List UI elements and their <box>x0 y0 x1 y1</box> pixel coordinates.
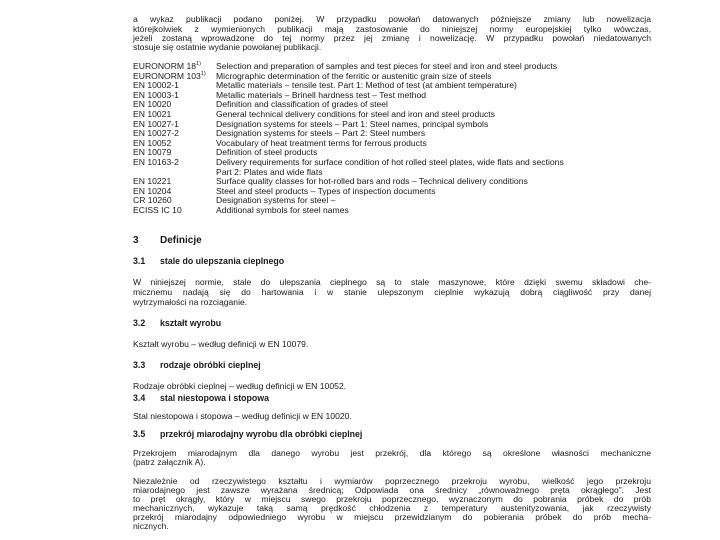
subsection-number: 3.5 <box>133 429 146 439</box>
footnote-marker: 1) <box>196 61 201 67</box>
reference-title: Metallic materials – Brinell hardness test – Test method <box>216 89 427 100</box>
paragraph-line: (patrz załącznik A). <box>133 457 206 467</box>
reference-code <box>133 147 171 157</box>
reference-code <box>133 61 201 71</box>
paragraph-line: wytrzymałości na rozciąganie. <box>133 297 248 307</box>
reference-title: Designation systems for steels – Part 2: Steel numbers <box>216 128 426 139</box>
reference-code-text: EN 10027-1 <box>133 118 179 129</box>
reference-code <box>133 176 171 186</box>
reference-code <box>133 71 206 81</box>
subsection-number: 3.2 <box>133 318 146 328</box>
reference-code <box>133 205 182 215</box>
reference-code <box>133 128 179 138</box>
reference-code-text: ECISS IC 10 <box>133 205 182 215</box>
reference-code-text: EN 10163-2 <box>133 157 179 167</box>
reference-code <box>133 138 171 148</box>
paragraph-line: Kształt wyrobu – według definicji w EN 10079. <box>133 339 309 349</box>
intro-line: stosuje się ostatnie wydanie powołanej publikacji. <box>133 42 322 52</box>
paragraph-line: Przekrojem miarodajnym dla danego wyrobu jest przekrój, dla którego są określone własności mechaniczne <box>133 448 651 458</box>
reference-title: Additional symbols for steel names <box>216 205 349 215</box>
intro-line: a wykaz publikacji podano poniżej. W przypadku powołań datowanych późniejsze zmiany lub nowelizacja <box>133 14 651 24</box>
reference-title: Delivery requirements for surface condition of hot rolled steel plates, wide flats and sections <box>216 157 564 167</box>
reference-title: Designation systems for steels – Part 1: Steel names, principal symbols <box>216 118 489 129</box>
reference-code <box>133 80 179 90</box>
reference-code-text: EN 10020 <box>133 99 172 110</box>
paragraph-line: micznemu nadają się do hartowania i w stanie ulepszonym cieplnie wykazują dobrą ciągliwość przy danej <box>133 287 651 297</box>
reference-title: Designation systems for steel – <box>216 195 336 206</box>
reference-code-text: EN 10204 <box>133 185 172 196</box>
reference-title-continued: Part 2: Plates and wide flats <box>216 166 323 177</box>
reference-code-text: CR 10260 <box>133 195 172 206</box>
reference-code-text: EN 10027-2 <box>133 128 179 139</box>
reference-title: Selection and preparation of samples and test pieces for steel and iron and steel products <box>216 61 558 71</box>
paragraph-line: Stal niestopowa i stopowa – według definicji w EN 10020. <box>133 411 352 421</box>
footnote-marker: 1) <box>200 70 206 77</box>
reference-code-text: EN 10079 <box>133 147 172 158</box>
reference-title: Micrographic determination of the ferritic or austenitic grain size of steels <box>216 70 492 81</box>
paragraph-line: to pręt okrągły, który w miejscu swego przekroju poprzecznego, wyznaczonym do pobrania próbek do prób <box>133 494 651 504</box>
reference-code <box>133 99 171 109</box>
reference-code-text: EN 10002-1 <box>133 80 179 91</box>
paragraph-line: Rodzaje obróbki cieplnej – według definicji w EN 10052. <box>133 381 347 391</box>
reference-title: Steel and steel products – Types of inspection documents <box>216 185 436 196</box>
reference-code-text: EURONORM 103 <box>133 70 201 81</box>
reference-title: General technical delivery conditions for steel and iron and steel products <box>216 109 495 119</box>
section-number: 3 <box>133 235 139 246</box>
section-title: Definicje <box>160 235 202 246</box>
subsection-title: stal niestopowa i stopowa <box>160 393 269 403</box>
reference-code-text: EN 10003-1 <box>133 89 179 100</box>
reference-code <box>133 186 171 196</box>
paragraph-line: nicznych. <box>133 521 169 531</box>
intro-line: jeżeli zostaną wprowadzone do tej normy przez jej zmianę i nowelizację. W przypadku powołań niedatowanych <box>133 33 651 43</box>
paragraph-line: W niniejszej normie, stale do ulepszania cieplnego są to stale maszynowe, które dzięki swemu składowi che- <box>133 277 651 287</box>
reference-code-text: EN 10021 <box>133 109 172 119</box>
paragraph-line: przekrój miarodajny odpowiedniego wyrobu w miejscu przewidzianym do pobierania próbek do prób mecha- <box>133 512 651 522</box>
subsection-title: stale do ulepszania cieplnego <box>160 256 285 266</box>
reference-code <box>133 109 171 119</box>
reference-code-text: EN 10052 <box>133 137 172 148</box>
reference-code-text: EURONORM 18 <box>133 61 197 71</box>
subsection-number: 3.1 <box>133 256 146 266</box>
subsection-title: przekrój miarodajny wyrobu dla obróbki cieplnej <box>160 429 363 439</box>
paragraph-line: Niezależnie od rzeczywistego kształtu i wymiarów poprzecznego przekroju wyrobu, wielkość jego przekroju <box>133 476 651 486</box>
subsection-title: kształt wyrobu <box>160 318 222 328</box>
intro-line: którejkolwiek z wymienionych publikacji mają zastosowanie do niniejszej normy europejskiej tylko wówczas, <box>133 24 651 34</box>
reference-title: Metallic materials – tensile test. Part 1: Method of test (at ambient temperature) <box>216 80 517 91</box>
subsection-number: 3.4 <box>133 393 146 403</box>
reference-title: Definition of steel products <box>216 147 318 158</box>
reference-title: Surface quality classes for hot-rolled bars and rods – Technical delivery conditions <box>216 176 528 187</box>
paragraph-line: miarodajnego jest zawsze wyrażana średnicą; Odpowiada ona średnicy „równoważnego pręta okrągłego”. Jest <box>133 485 651 495</box>
reference-code <box>133 119 179 129</box>
subsection-number: 3.3 <box>133 360 146 370</box>
reference-title: Vocabulary of heat treatment terms for ferrous products <box>216 137 427 148</box>
reference-title: Definition and classification of grades of steel <box>216 99 388 110</box>
paragraph-line: mechanicznych, wykazuje taką samą prędkość chłodzenia z temperatury austenityzowania, jak rzeczywisty <box>133 503 651 513</box>
reference-code-text: EN 10221 <box>133 176 172 187</box>
reference-code <box>133 195 172 205</box>
subsection-title: rodzaje obróbki cieplnej <box>160 360 261 370</box>
reference-code <box>133 90 179 100</box>
reference-code <box>133 157 179 167</box>
